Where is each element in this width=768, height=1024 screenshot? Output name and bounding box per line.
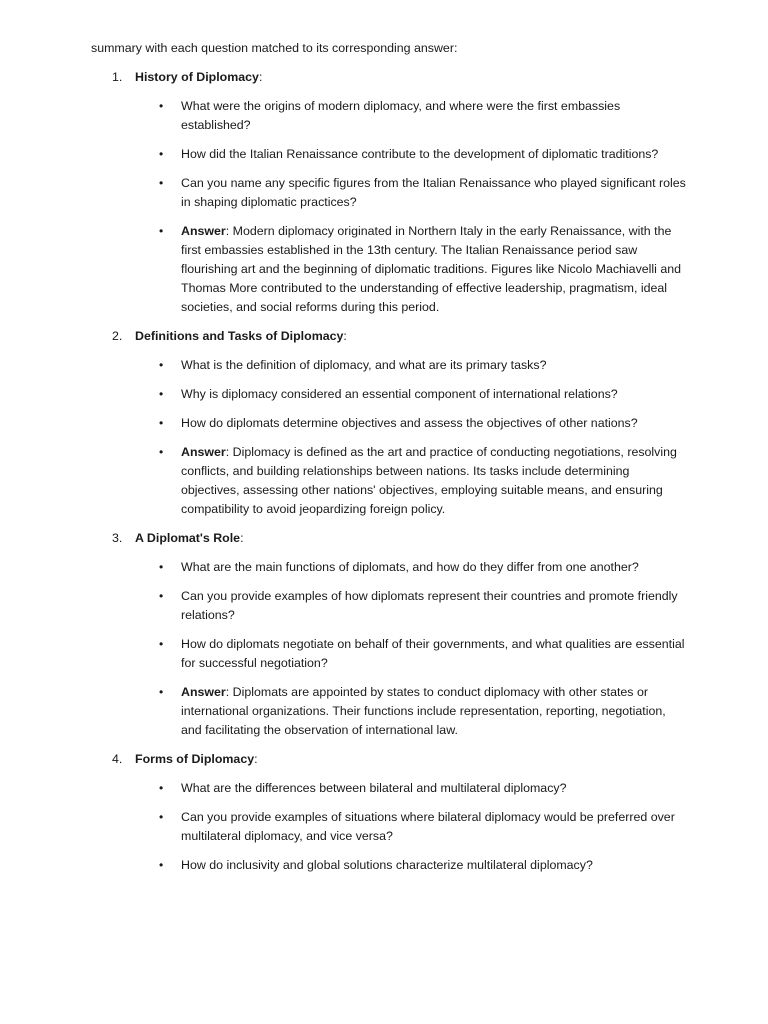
- answer-label: Answer: [181, 224, 226, 238]
- bullet-icon: •: [159, 99, 164, 113]
- question-item: [159, 779, 688, 798]
- section: [0, 327, 768, 519]
- question-item: [159, 356, 688, 375]
- question-text: What were the origins of modern diplomacy, and where were the first embassies established?: [181, 99, 621, 132]
- section: [0, 68, 768, 317]
- section-title: A Diplomat's Role: [135, 531, 241, 545]
- question-text: How do diplomats negotiate on behalf of their governments, and what qualities are essential for successful negotiation?: [181, 637, 685, 670]
- section-heading: [112, 750, 768, 769]
- section-title-colon: :: [343, 329, 347, 343]
- bullet-icon: •: [159, 416, 164, 430]
- question-item: [159, 145, 688, 164]
- answer-item: [159, 443, 688, 519]
- question-text: Can you provide examples of how diplomats represent their countries and promote friendly relations?: [181, 589, 678, 622]
- bullet-icon: •: [159, 176, 164, 190]
- question-item: [159, 856, 688, 875]
- section-heading: [112, 529, 768, 548]
- question-text: How do diplomats determine objectives and assess the objectives of other nations?: [181, 416, 638, 430]
- question-text: Why is diplomacy considered an essential component of international relations?: [181, 387, 618, 401]
- section-title: Definitions and Tasks of Diplomacy: [135, 329, 344, 343]
- bullet-icon: •: [159, 560, 164, 574]
- question-text: How did the Italian Renaissance contribute to the development of diplomatic traditions?: [181, 147, 659, 161]
- bullet-icon: •: [159, 147, 164, 161]
- question-list: [0, 779, 768, 875]
- answer-text: : Diplomats are appointed by states to conduct diplomacy with other states or international organizations. Their functions include representation, reporting, negotiation, and facilitating the observation of international law.: [181, 685, 666, 737]
- section-title: History of Diplomacy: [135, 70, 259, 84]
- question-list: [0, 558, 768, 740]
- bullet-icon: •: [159, 685, 164, 699]
- answer-text: : Modern diplomacy originated in Northern Italy in the early Renaissance, with the first embassies established in the 13th century. The Italian Renaissance period saw flourishing art and the beginning of diplomatic traditions. Figures like Nicolo Machiavelli and Thomas More contributed to the understanding of effective leadership, pragmatism, ideal societies, and social reforms during this period.: [181, 224, 682, 314]
- section-title: Forms of Diplomacy: [135, 752, 255, 766]
- question-item: [159, 385, 688, 404]
- answer-label: Answer: [181, 445, 226, 459]
- section-title-colon: :: [240, 531, 244, 545]
- answer-item: [159, 222, 688, 317]
- bullet-icon: •: [159, 637, 164, 651]
- answer-label: Answer: [181, 685, 226, 699]
- section-number: 3.: [112, 531, 123, 545]
- question-item: [159, 414, 688, 433]
- bullet-icon: •: [159, 858, 164, 872]
- section-heading: [112, 68, 768, 87]
- question-text: Can you name any specific figures from the Italian Renaissance who played significant roles in shaping diplomatic practices?: [181, 176, 686, 209]
- bullet-icon: •: [159, 224, 164, 238]
- question-item: [159, 635, 688, 673]
- question-item: [159, 97, 688, 135]
- section-number: 2.: [112, 329, 123, 343]
- question-item: [159, 174, 688, 212]
- question-text: What are the main functions of diplomats, and how do they differ from one another?: [181, 560, 639, 574]
- section-number: 1.: [112, 70, 123, 84]
- question-item: [159, 558, 688, 577]
- question-text: What are the differences between bilateral and multilateral diplomacy?: [181, 781, 567, 795]
- bullet-icon: •: [159, 589, 164, 603]
- section-number: 4.: [112, 752, 123, 766]
- question-list: [0, 97, 768, 317]
- bullet-icon: •: [159, 445, 164, 459]
- answer-item: [159, 683, 688, 740]
- question-text: What is the definition of diplomacy, and what are its primary tasks?: [181, 358, 547, 372]
- intro-text: summary with each question matched to its corresponding answer:: [91, 41, 458, 55]
- question-item: [159, 587, 688, 625]
- section-title-colon: :: [254, 752, 258, 766]
- sections-list: [0, 68, 768, 875]
- question-item: [159, 808, 688, 846]
- question-text: How do inclusivity and global solutions characterize multilateral diplomacy?: [181, 858, 593, 872]
- question-text: Can you provide examples of situations where bilateral diplomacy would be preferred over multilateral diplomacy, and vice versa?: [181, 810, 675, 843]
- bullet-icon: •: [159, 387, 164, 401]
- section: [0, 529, 768, 740]
- section-heading: [112, 327, 768, 346]
- bullet-icon: •: [159, 810, 164, 824]
- bullet-icon: •: [159, 781, 164, 795]
- section: [0, 750, 768, 875]
- question-list: [0, 356, 768, 519]
- section-title-colon: :: [258, 70, 263, 84]
- bullet-icon: •: [159, 358, 164, 372]
- answer-text: : Diplomacy is defined as the art and practice of conducting negotiations, resolving conflicts, and building relationships between nations. Its tasks include determining objectives, assessing other nations' objectives, employing suitable means, and ensuring compatibility to avoid jeopardizing foreign policy.: [181, 445, 677, 516]
